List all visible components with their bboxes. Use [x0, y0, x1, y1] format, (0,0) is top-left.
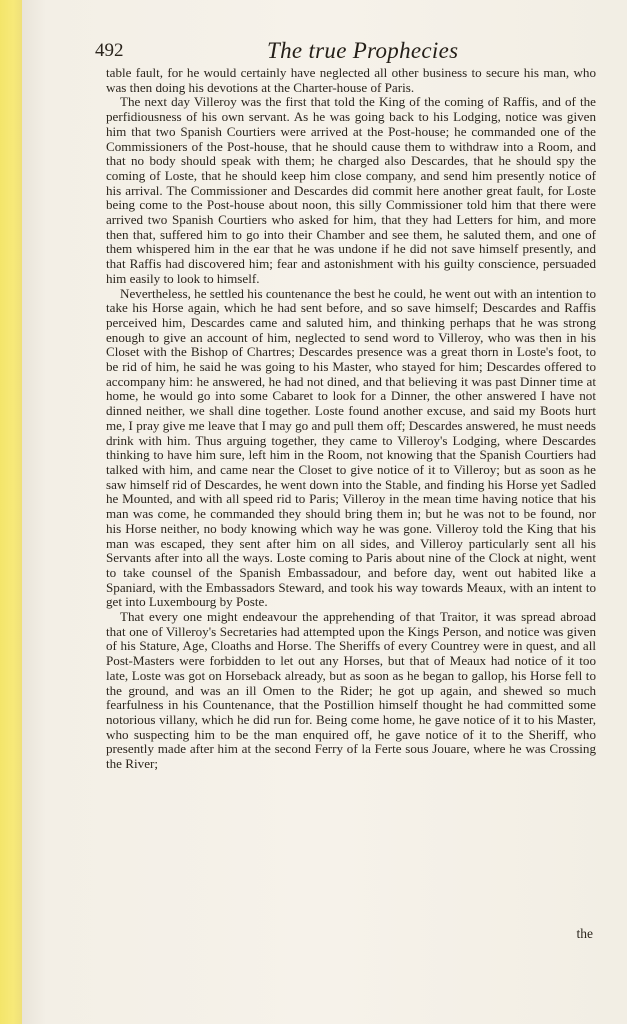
paragraph: The next day Villeroy was the first that told the King of the coming of Raffis, and of the perfidiousness of his own servant. As he was going back to his Lodging, notice was given him that two Spanish Courtiers were arrived at the Post-house; he commanded one of the Commissioners of the Post-house, that he should cause them to withdraw into a Room, and that no body should speak with them; he charged also Descardes, that he should spy the coming of Loste, that he should keep him close company, and send him presently notice of his arrival. The Commissioner and Descardes did commit here another great fault, for Loste being come to the Post-house about noon, this silly Commissioner told him that there were arrived two Spanish Courtiers who asked for him, that they had Letters for him, and more then that, suffered him to go into their Chamber and see them, he saluted them, and one of them whispered him in the ear that he was undone if he did not save himself presently, and that Raffis had discovered him; fear and astonishment with his guilty conscience, persuaded him easily to look to himself. [106, 94, 596, 286]
yellow-page-edge [0, 0, 22, 1024]
paragraph: table fault, for he would certainly have neglected all other business to secure his man, who was then doing his devotions at the Charter-house of Paris. [106, 65, 596, 95]
page-number: 492 [95, 40, 124, 61]
body-text [106, 66, 596, 772]
catchword: the [576, 926, 593, 941]
paragraph: That every one might endeavour the apprehending of that Traitor, it was spread abroad that one of Villeroy's Secretaries had attempted upon the Kings Person, and notice was given of his Stature, Age, Cloaths and Horse. The Sheriffs of every Countrey were in quest, and all Post-Masters were forbidden to let out any Horses, but that of Meaux had notice of it too late, Loste was got on Horseback already, but as soon as he began to gallop, his Horse fell to the ground, and was an ill Omen to the Rider; he got up again, and shewed so much fearfulness in his Countenance, that the Postillion himself thought he had committed some notorious villany, which he did run for. Being come home, he gave notice of it to his Master, who suspecting him to be the man enquired off, he gave notice of it to the Sheriff, who presently made after him at the second Ferry of la Ferte sous Jouare, where he was Crossing the River; [106, 609, 596, 772]
page-header [95, 38, 595, 68]
running-title: The true Prophecies [267, 38, 459, 63]
paragraph: Nevertheless, he settled his countenance the best he could, he went out with an intention to take his Horse again, which he had sent before, and so save himself; Descardes and Raffis perceived him, Descardes came and saluted him, and thinking perhaps that he was strong enough to give an account of him, neglected to send word to Villeroy, who was then in his Closet with the Bishop of Chartres; Descardes presence was a great thorn in Loste's foot, to be rid of him, he said he was going to his Master, who stayed for him; Descardes offered to accompany him: he answered, he had not dined, and that believing it was past Dinner time at home, he would go into some Cabaret to look for a Dinner, the other answered I have not dinned neither, we shall dine together. Loste found another excuse, and said my Boots hurt me, I pray give me leave that I may go and pull them off; Descardes answered, he must needs drink with him. Thus arguing together, they came to Villeroy's Lodging, where Descardes thinking to have him sure, left him in the Room, not knowing that the Spanish Courtiers had talked with him, and came near the Closet to give notice of it to Villeroy; but as soon as he saw himself rid of Descardes, he went down into the Stable, and finding his Horse yet Sadled he Mounted, and with all speed rid to Paris; Villeroy in the mean time having notice that his man was come, he commanded they should bring them in; but he was not to be found, nor his Horse neither, no body knowing which way he was gone. Villeroy told the King that his man was escaped, they sent after him on all sides, and Villeroy particularly sent all his Servants after into all the ways. Loste coming to Paris about nine of the Clock at night, went to take counsel of the Spanish Embassadour, and before day, went out habited like a Spaniard, with the Embassadors Steward, and took his way towards Meaux, with an intent to get into Luxembourg by Poste. [106, 285, 596, 610]
